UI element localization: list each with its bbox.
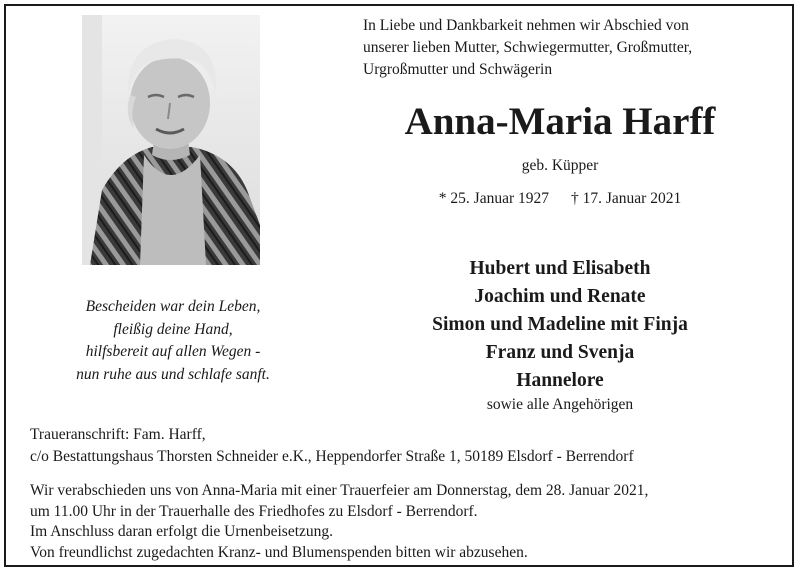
- ceremony-notice: [30, 481, 785, 563]
- family-member: Simon und Madeline mit Finja: [432, 314, 688, 335]
- family-member: Franz und Svenja: [485, 342, 635, 363]
- family-list: [360, 255, 760, 395]
- intro-line: In Liebe und Dankbarkeit nehmen wir Abschied von: [363, 17, 689, 34]
- family-member: Hubert und Elisabeth: [469, 258, 651, 279]
- birth-date: * 25. Januar 1927: [438, 190, 549, 207]
- poem: [18, 296, 328, 386]
- relatives-line: sowie alle Angehörigen: [486, 396, 634, 413]
- intro-line: Urgroßmutter und Schwägerin: [363, 61, 553, 78]
- family-member: Hannelore: [516, 370, 604, 391]
- deceased-name: Anna-Maria Harff: [404, 100, 716, 143]
- portrait-photo: [82, 15, 260, 265]
- address-line: c/o Bestattungshaus Thorsten Schneider e.K., Heppendorfer Straße 1, 50189 Elsdorf - Berrendorf: [30, 448, 634, 465]
- poem-line: nun ruhe aus und schlafe sanft.: [76, 365, 270, 383]
- notice-line: Wir verabschieden uns von Anna-Maria mit einer Trauerfeier am Donnerstag, dem 28. Januar 2021,: [30, 482, 649, 499]
- portrait-image: [82, 15, 260, 265]
- mourning-address: [30, 424, 780, 468]
- life-dates: [360, 189, 760, 209]
- intro-line: unserer lieben Mutter, Schwiegermutter, Großmutter,: [363, 39, 693, 56]
- notice-line: um 11.00 Uhr in der Trauerhalle des Friedhofes zu Elsdorf - Berrendorf.: [30, 502, 478, 520]
- poem-line: fleißig deine Hand,: [113, 320, 233, 338]
- poem-line: Bescheiden war dein Leben,: [85, 298, 261, 315]
- poem-line: hilfsbereit auf allen Wegen -: [85, 343, 261, 360]
- death-date: † 17. Januar 2021: [571, 190, 682, 207]
- intro-text: [363, 15, 783, 81]
- address-line: Traueranschrift: Fam. Harff,: [30, 426, 206, 443]
- notice-line: Im Anschluss daran erfolgt die Urnenbeisetzung.: [30, 523, 334, 540]
- family-member: Joachim und Renate: [474, 286, 646, 307]
- notice-line: Von freundlichst zugedachten Kranz- und Blumenspenden bitten wir abzusehen.: [30, 543, 528, 561]
- maiden-name: geb. Küpper: [521, 157, 599, 174]
